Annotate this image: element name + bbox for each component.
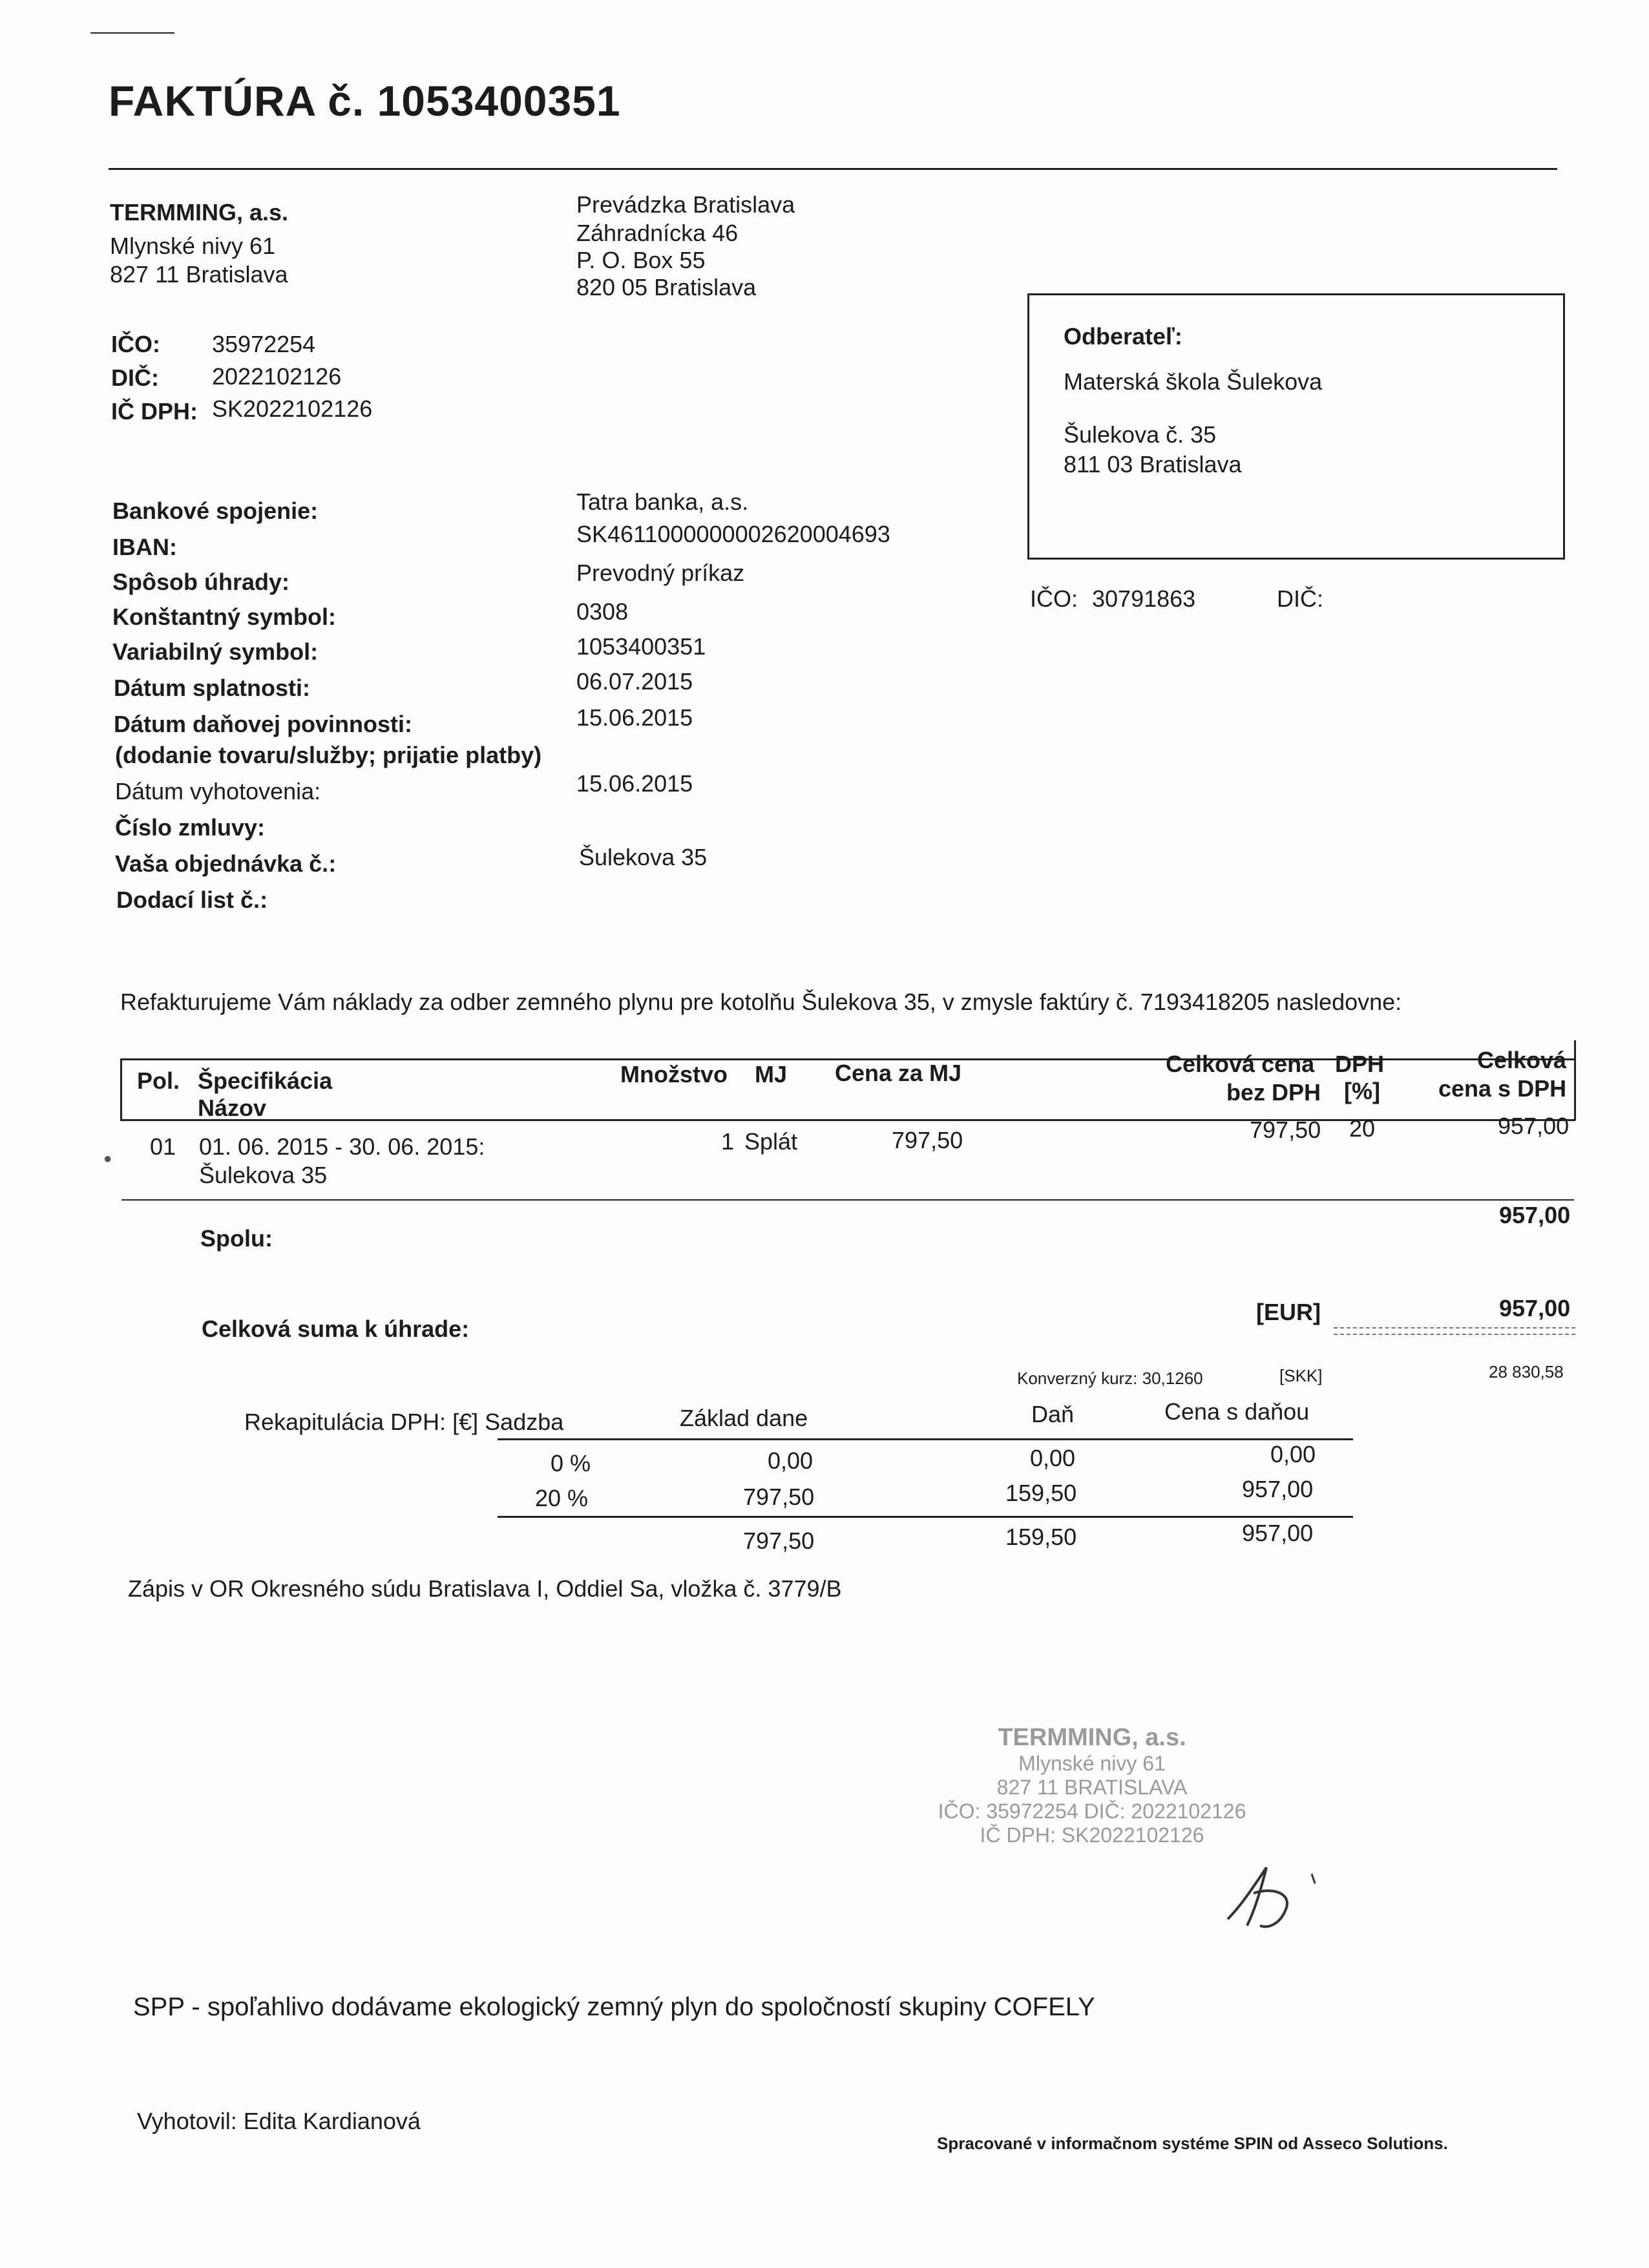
order-value: Šulekova 35 xyxy=(579,844,708,870)
customer-ico: 30791863 xyxy=(1092,585,1196,612)
row-s-dph: 957,00 xyxy=(1498,1113,1570,1139)
recap-h-zaklad: Základ dane xyxy=(680,1405,808,1431)
stamp-ico: IČO: 35972254 DIČ: 2022102126 xyxy=(938,1800,1246,1823)
method-value: Prevodný príkaz xyxy=(576,560,745,586)
col-dph-pct: [%] xyxy=(1344,1078,1380,1104)
col-mj: MJ xyxy=(755,1061,788,1087)
recap-header-line xyxy=(498,1438,1353,1440)
conv-rate: Konverzný kurz: 30,1260 xyxy=(1017,1369,1203,1388)
order-label: Vaša objednávka č.: xyxy=(115,850,337,877)
var-value: 1053400351 xyxy=(576,633,706,660)
due-value: 06.07.2015 xyxy=(576,668,693,695)
supplier-city: 827 11 Bratislava xyxy=(110,261,288,288)
recap-sum-cena: 957,00 xyxy=(1242,1520,1314,1546)
customer-label: Odberateľ: xyxy=(1064,323,1182,350)
recap-row1-sadzba: 0 % xyxy=(551,1450,591,1476)
row-cena-mj: 797,50 xyxy=(892,1127,963,1153)
corner-mark xyxy=(90,32,174,34)
author: Vyhotovil: Edita Kardianová xyxy=(137,2108,421,2134)
recap-sum-zaklad: 797,50 xyxy=(743,1528,815,1554)
tax-sub-label: (dodanie tovaru/služby; prijatie platby) xyxy=(115,742,542,768)
currency-label: [EUR] xyxy=(1256,1299,1321,1325)
row-pol: 01 xyxy=(150,1133,176,1160)
col-dph: DPH xyxy=(1335,1051,1385,1077)
branch-line3: P. O. Box 55 xyxy=(576,247,706,273)
recap-row1-dan: 0,00 xyxy=(1030,1445,1076,1471)
var-label: Variabilný symbol: xyxy=(112,638,319,665)
branch-line4: 820 05 Bratislava xyxy=(576,274,757,300)
title-divider xyxy=(109,168,1557,170)
row-mnozstvo: 1 xyxy=(721,1128,735,1155)
recap-h-cena: Cena s daňou xyxy=(1164,1398,1310,1425)
branch-line1: Prevádzka Bratislava xyxy=(576,191,795,218)
bullet-mark: ● xyxy=(103,1150,112,1166)
supplier-dic: 2022102126 xyxy=(212,363,342,390)
recap-sum-line xyxy=(498,1516,1353,1518)
total-label: Celková suma k úhrade: xyxy=(202,1316,470,1342)
supplier-icdph-label: IČ DPH: xyxy=(111,398,198,425)
spolu-label: Spolu: xyxy=(200,1225,273,1252)
due-label: Dátum splatnosti: xyxy=(114,675,311,701)
branch-line2: Záhradnícka 46 xyxy=(576,220,739,246)
stamp-city: 827 11 BRATISLAVA xyxy=(996,1776,1188,1799)
row-bez-dph: 797,50 xyxy=(1250,1117,1321,1143)
bank-label: Bankové spojenie: xyxy=(112,498,319,524)
const-value: 0308 xyxy=(576,598,629,625)
customer-name: Materská škola Šulekova xyxy=(1064,368,1323,395)
supplier-street: Mlynské nivy 61 xyxy=(110,233,276,259)
issue-value: 15.06.2015 xyxy=(576,770,693,797)
signature xyxy=(1215,1848,1344,1945)
row-nazov: Šulekova 35 xyxy=(199,1162,328,1188)
row-mj: Splát xyxy=(744,1128,798,1155)
recap-row1-cena: 0,00 xyxy=(1270,1441,1316,1467)
customer-ico-label: IČO: xyxy=(1030,585,1078,612)
supplier-name: TERMMING, a.s. xyxy=(110,199,289,226)
issue-label: Dátum vyhotovenia: xyxy=(115,778,321,804)
skk-value: 28 830,58 xyxy=(1489,1362,1564,1381)
delivery-label: Dodací list č.: xyxy=(116,887,268,913)
iban-label: IBAN: xyxy=(112,534,177,560)
supplier-ico-label: IČO: xyxy=(111,331,160,357)
total-value: 957,00 xyxy=(1499,1295,1571,1321)
system-note: Spracované v informačnom systéme SPIN od Asseco Solutions. xyxy=(937,2134,1448,2153)
col-cena-s-dph: cena s DPH xyxy=(1438,1075,1567,1102)
col-bez-dph: bez DPH xyxy=(1226,1079,1321,1106)
recap-row2-cena: 957,00 xyxy=(1242,1476,1314,1502)
recap-row1-zaklad: 0,00 xyxy=(768,1447,814,1474)
recap-row2-sadzba: 20 % xyxy=(535,1485,589,1511)
supplier-icdph: SK2022102126 xyxy=(212,395,373,422)
recap-label: Rekapitulácia DPH: [€] Sadzba xyxy=(244,1409,564,1435)
company-stamp xyxy=(885,1724,1299,1847)
customer-street: Šulekova č. 35 xyxy=(1064,421,1217,448)
tax-label: Dátum daňovej povinnosti: xyxy=(114,711,413,737)
iban-value: SK4611000000002620004693 xyxy=(576,521,890,547)
recap-h-dan: Daň xyxy=(1031,1401,1075,1427)
stamp-street: Mlynské nivy 61 xyxy=(1018,1752,1166,1775)
recap-row2-zaklad: 797,50 xyxy=(743,1484,815,1510)
intro-text: Refakturujeme Vám náklady za odber zemného plynu pre kotolňu Šulekova 35, v zmysle faktúry č. 7193418205 nasledovne: xyxy=(120,989,1402,1015)
bank-value: Tatra banka, a.s. xyxy=(576,488,749,515)
slogan: SPP - spoľahlivo dodávame ekologický zemný plyn do spoločností skupiny COFELY xyxy=(133,1993,1095,2021)
col-pol: Pol. xyxy=(137,1067,180,1094)
stamp-icdph: IČ DPH: SK2022102126 xyxy=(980,1823,1204,1847)
table-left-line xyxy=(120,1058,122,1120)
customer-city: 811 03 Bratislava xyxy=(1064,451,1242,478)
row-dph: 20 xyxy=(1349,1115,1376,1142)
total-underline xyxy=(1334,1327,1575,1335)
col-nazov: Názov xyxy=(198,1095,267,1121)
col-mnozstvo: Množstvo xyxy=(620,1061,728,1087)
invoice-title: FAKTÚRA č. 1053400351 xyxy=(109,77,621,125)
col-celkova: Celková xyxy=(1477,1047,1567,1073)
col-celkova-cena: Celková cena xyxy=(1166,1051,1315,1077)
col-spec: Špecifikácia xyxy=(198,1067,333,1094)
recap-sum-dan: 159,50 xyxy=(1005,1524,1077,1550)
contract-label: Číslo zmluvy: xyxy=(115,814,266,841)
supplier-ico: 35972254 xyxy=(212,331,316,357)
stamp-name: TERMMING, a.s. xyxy=(998,1724,1186,1751)
table-bottom-line xyxy=(121,1199,1574,1201)
tax-value: 15.06.2015 xyxy=(576,704,693,731)
skk-label: [SKK] xyxy=(1279,1366,1323,1385)
recap-row2-dan: 159,50 xyxy=(1005,1480,1077,1506)
col-cena-mj: Cena za MJ xyxy=(835,1060,962,1086)
row-spec: 01. 06. 2015 - 30. 06. 2015: xyxy=(199,1133,485,1160)
method-label: Spôsob úhrady: xyxy=(112,569,290,595)
const-label: Konštantný symbol: xyxy=(112,604,337,630)
spolu-value: 957,00 xyxy=(1499,1202,1571,1228)
supplier-dic-label: DIČ: xyxy=(111,364,159,391)
registry-note: Zápis v OR Okresného súdu Bratislava I, Oddiel Sa, vložka č. 3779/B xyxy=(128,1575,842,1602)
table-right-line xyxy=(1574,1040,1576,1120)
customer-dic-label: DIČ: xyxy=(1277,585,1323,612)
